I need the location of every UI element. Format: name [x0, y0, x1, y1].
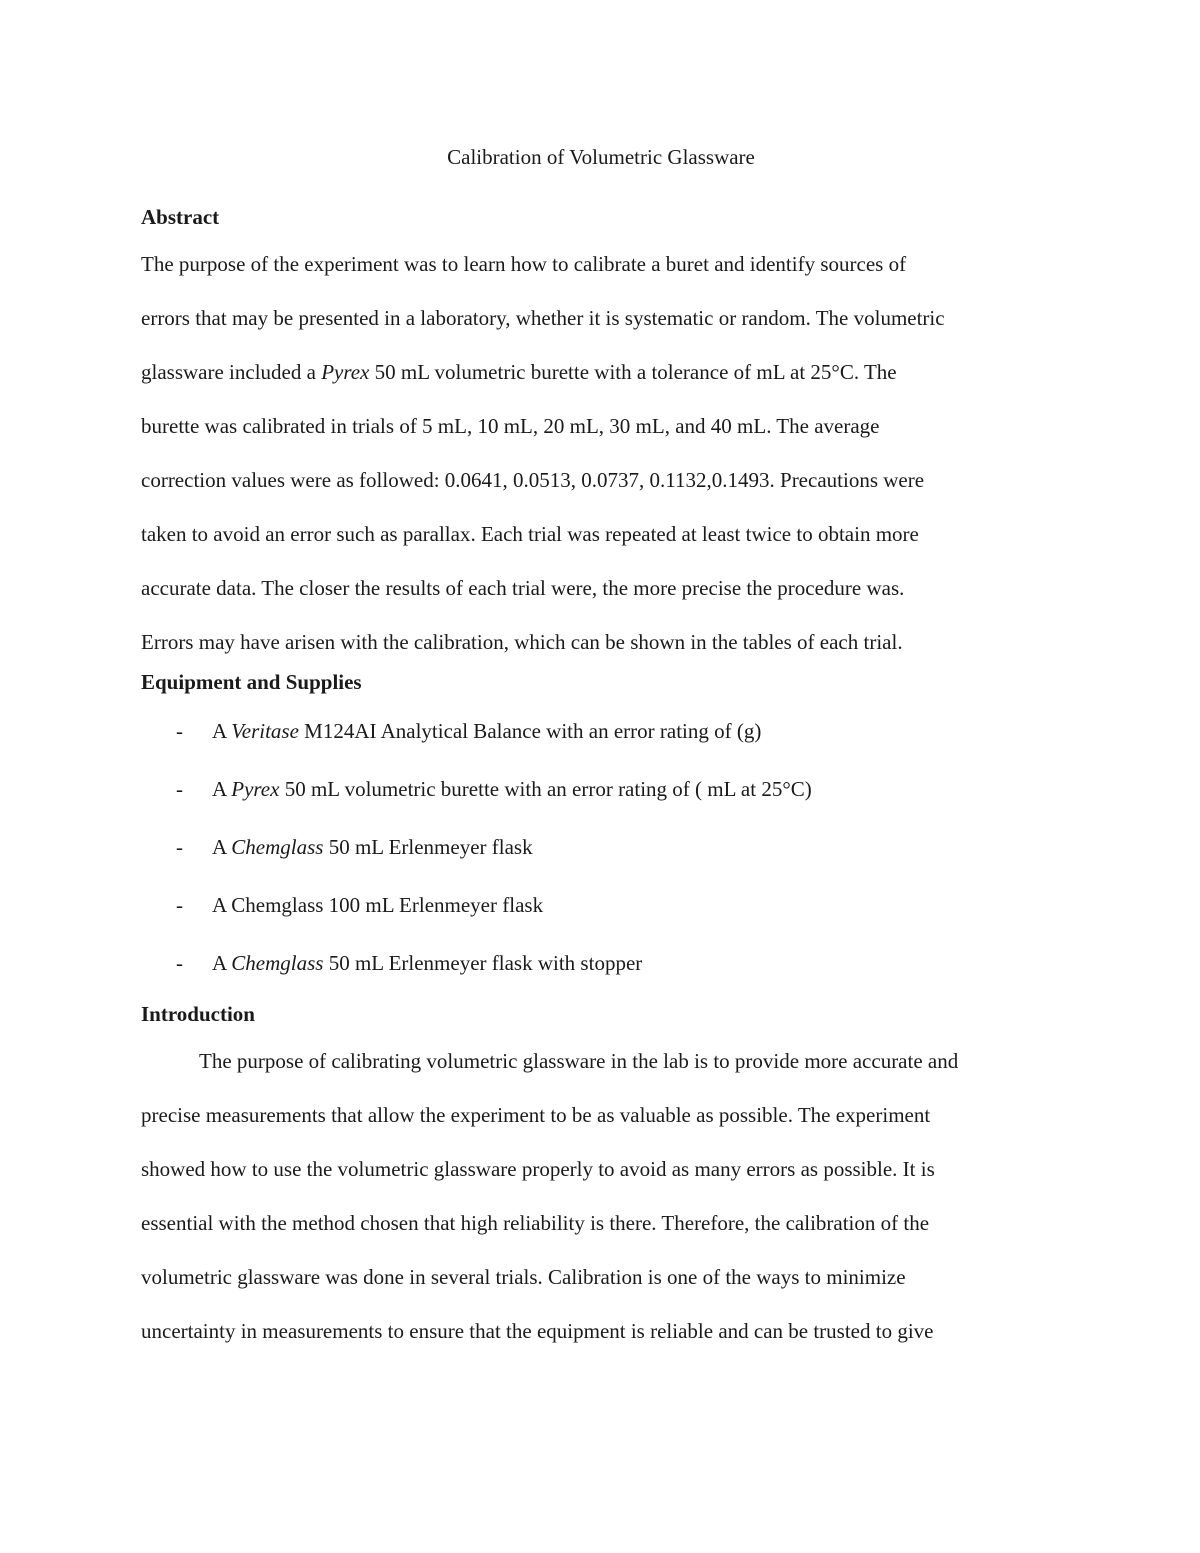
abstract-line: taken to avoid an error such as parallax. Each trial was repeated at least twice to obtain more	[141, 522, 919, 546]
brand-name: Pyrex	[231, 777, 280, 801]
list-bullet: -	[176, 893, 183, 917]
list-bullet: -	[176, 777, 183, 801]
document-title: Calibration of Volumetric Glassware	[447, 145, 755, 169]
equipment-item: - A Veritase M124AI Analytical Balance with an error rating of (g)	[141, 702, 1061, 760]
equipment-heading: Equipment and Supplies	[141, 670, 362, 694]
abstract-paragraph	[141, 237, 1061, 669]
brand-name: Chemglass	[231, 951, 324, 975]
introduction-line: The purpose of calibrating volumetric glassware in the lab is to provide more accurate and	[199, 1049, 959, 1073]
abstract-line: burette was calibrated in trials of 5 mL, 10 mL, 20 mL, 30 mL, and 40 mL. The average	[141, 414, 880, 438]
equipment-item: - A Chemglass 100 mL Erlenmeyer flask	[141, 876, 1061, 934]
abstract-line: Errors may have arisen with the calibration, which can be shown in the tables of each trial.	[141, 630, 903, 654]
equipment-item: - A Pyrex 50 mL volumetric burette with an error rating of ( mL at 25°C)	[141, 760, 1061, 818]
brand-name: Chemglass	[231, 835, 324, 859]
introduction-line: volumetric glassware was done in several trials. Calibration is one of the ways to minimize	[141, 1265, 906, 1289]
list-bullet: -	[176, 719, 183, 743]
abstract-line: accurate data. The closer the results of each trial were, the more precise the procedure was.	[141, 576, 905, 600]
equipment-item: - A Chemglass 50 mL Erlenmeyer flask with stopper	[141, 934, 1061, 992]
abstract-heading: Abstract	[141, 205, 220, 229]
brand-name: Veritase	[231, 719, 299, 743]
introduction-line: uncertainty in measurements to ensure that the equipment is reliable and can be trusted to give	[141, 1319, 934, 1343]
equipment-item: - A Chemglass 50 mL Erlenmeyer flask	[141, 818, 1061, 876]
list-bullet: -	[176, 951, 183, 975]
document-content	[141, 137, 1061, 1358]
abstract-line: glassware included a Pyrex 50 mL volumetric burette with a tolerance of mL at 25°C. The	[141, 360, 897, 384]
introduction-paragraph	[141, 1034, 1061, 1358]
introduction-heading: Introduction	[141, 1002, 255, 1026]
abstract-line: errors that may be presented in a laboratory, whether it is systematic or random. The volumetric	[141, 306, 945, 330]
introduction-line: essential with the method chosen that high reliability is there. Therefore, the calibration of the	[141, 1211, 930, 1235]
equipment-list	[141, 702, 1061, 992]
introduction-line: showed how to use the volumetric glassware properly to avoid as many errors as possible. It is	[141, 1157, 935, 1181]
list-bullet: -	[176, 835, 183, 859]
abstract-line: correction values were as followed: 0.0641, 0.0513, 0.0737, 0.1132,0.1493. Precautions were	[141, 468, 925, 492]
brand-name: Pyrex	[321, 360, 370, 384]
abstract-line: The purpose of the experiment was to learn how to calibrate a buret and identify sources of	[141, 252, 907, 276]
introduction-line: precise measurements that allow the experiment to be as valuable as possible. The experiment	[141, 1103, 931, 1127]
